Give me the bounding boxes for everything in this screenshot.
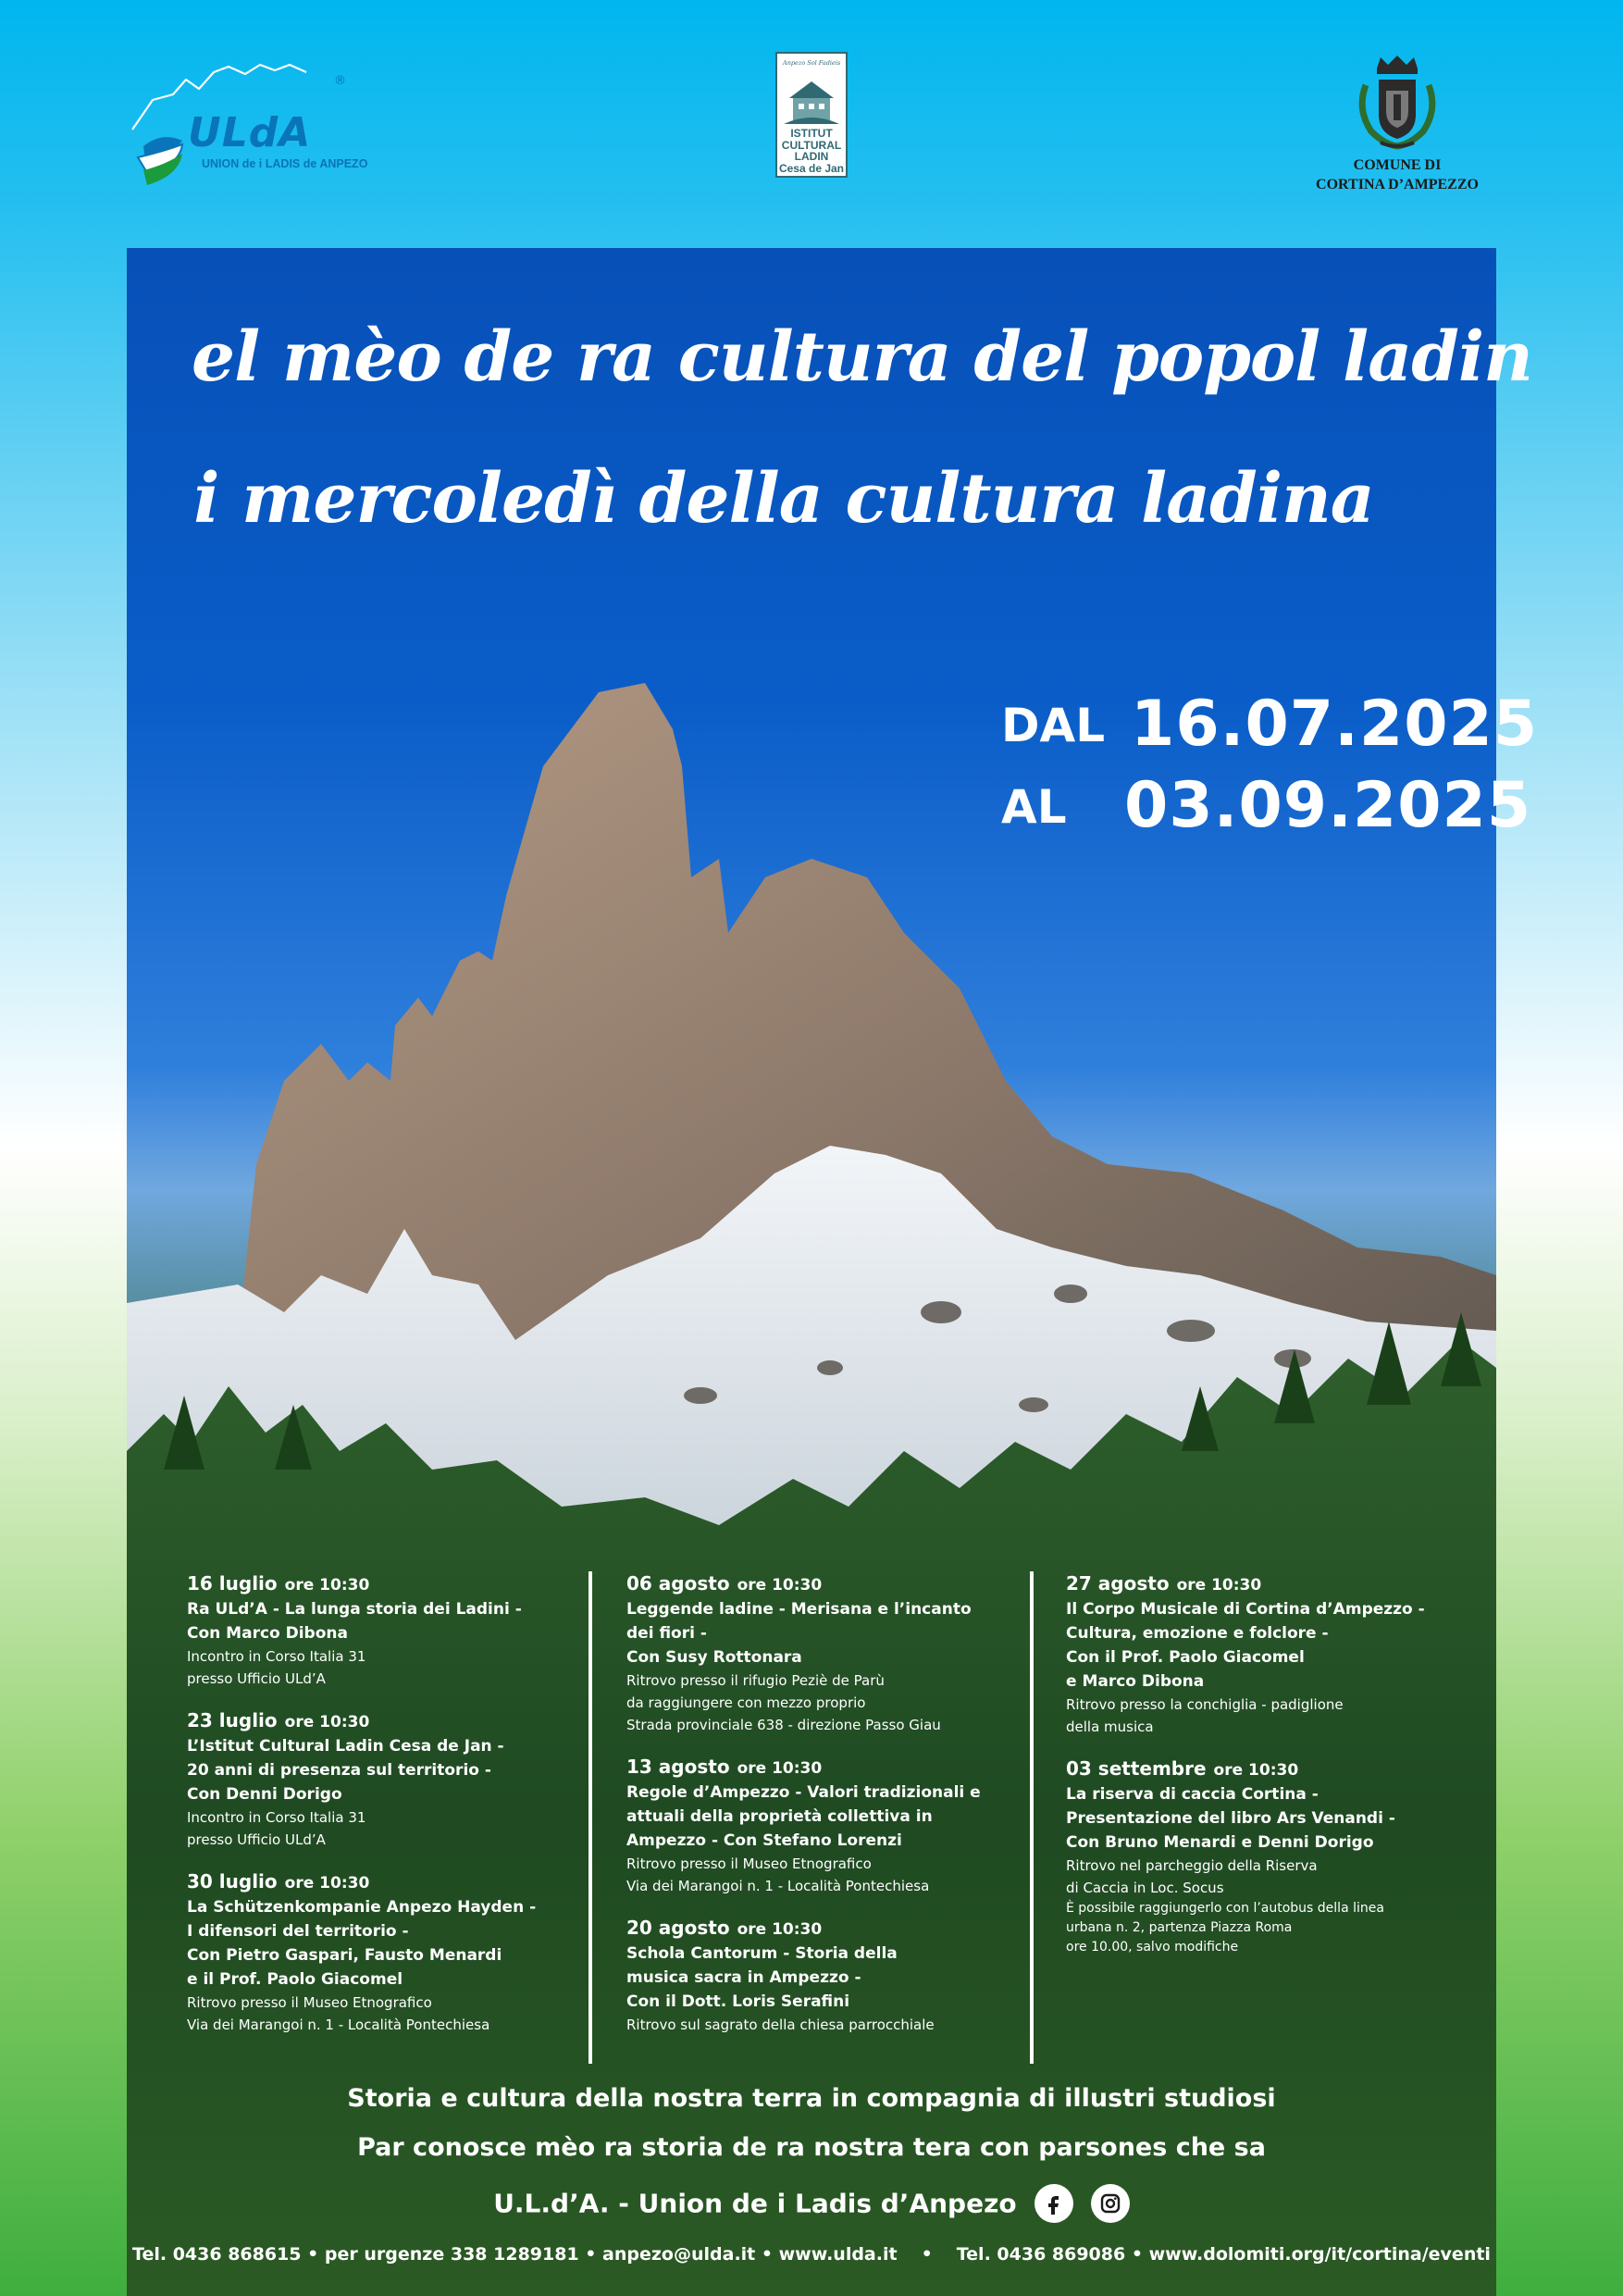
tagline-ladin: Par conosce mèo ra storia de ra nostra tera con parsones che sa — [357, 2133, 1266, 2162]
istitut-top-text: Anpezo Sol Fadieis — [783, 59, 841, 67]
event-date — [1066, 1571, 1473, 1597]
event-day: 27 agosto — [1066, 1572, 1170, 1595]
event-title: Schola Cantorum - Storia della musica sacra in Ampezzo - Con il Dott. Loris Serafini — [626, 1944, 898, 2011]
event-time: ore 10:30 — [737, 1920, 823, 1939]
event-place: Ritrovo presso il Museo Etnografico Via dei Marangoi n. 1 - Località Pontechiesa — [187, 1994, 490, 2033]
event-item — [187, 1571, 594, 1690]
event-time: ore 10:30 — [737, 1759, 823, 1778]
event-note: È possibile raggiungerlo con l’autobus della linea urbana n. 2, partenza Piazza Roma ore 10.00, salvo modifiche — [1066, 1901, 1384, 1955]
event-title: Regole d’Ampezzo - Valori tradizionali e attuali della proprietà collettiva in Ampezzo - Con Stefano Lorenzi — [626, 1783, 981, 1850]
event-place: Ritrovo presso la conchiglia - padiglione della musica — [1066, 1696, 1344, 1735]
title-italian: i mercoledì della cultura ladina — [193, 459, 1374, 539]
event-place: Ritrovo sul sagrato della chiesa parrocchiale — [626, 2017, 935, 2033]
event-day: 13 agosto — [626, 1756, 730, 1778]
poster-panel — [127, 248, 1539, 2296]
event-date — [187, 1869, 594, 1895]
event-item — [187, 1708, 594, 1851]
event-date — [187, 1571, 594, 1597]
event-title: La Schützenkompanie Anpezo Hayden - I difensori del territorio - Con Pietro Gaspari, Fausto Menardi e il Prof. Paolo Giacomel — [187, 1898, 537, 1989]
events-column-1 — [187, 1571, 594, 2054]
event-time: ore 10:30 — [284, 1576, 370, 1595]
event-date — [187, 1708, 594, 1734]
ulda-logo — [125, 54, 368, 192]
istitut-name — [777, 128, 846, 174]
contact-ulda: Tel. 0436 868615 • per urgenze 338 1289181 • anpezo@ulda.it • www.ulda.it — [132, 2244, 898, 2265]
event-day: 06 agosto — [626, 1572, 730, 1595]
event-place: Ritrovo nel parcheggio della Riserva di Caccia in Loc. Socus — [1066, 1857, 1318, 1896]
event-time: ore 10:30 — [1176, 1576, 1262, 1595]
istitut-line: LADIN — [794, 150, 829, 163]
event-title: L’Istitut Cultural Ladin Cesa de Jan - 20 anni di presenza sul territorio - Con Denni Dorigo — [187, 1737, 504, 1804]
comune-name — [1286, 155, 1508, 194]
event-day: 03 settembre — [1066, 1757, 1207, 1780]
event-title: Ra ULd’A - La lunga storia dei Ladini - Con Marco Dibona — [187, 1600, 522, 1643]
contact-line — [127, 2244, 1496, 2265]
event-title: La riserva di caccia Cortina - Presentazione del libro Ars Venandi - Con Bruno Menardi e Denni Dorigo — [1066, 1785, 1395, 1852]
event-date — [626, 1571, 1034, 1597]
event-title: Leggende ladine - Merisana e l’incanto dei fiori - Con Susy Rottonara — [626, 1600, 972, 1667]
event-time: ore 10:30 — [737, 1576, 823, 1595]
date-to-value: 03.09.2025 — [1124, 769, 1532, 842]
event-day: 23 luglio — [187, 1709, 278, 1731]
registered-mark: ® — [334, 74, 346, 88]
comune-line-1: COMUNE DI — [1353, 157, 1442, 173]
cesa-de-jan-building-icon — [784, 74, 839, 126]
event-time: ore 10:30 — [1213, 1761, 1299, 1780]
event-item — [626, 1916, 1034, 2036]
events-column-3 — [1066, 1571, 1473, 1976]
date-to-label: AL — [1001, 780, 1067, 834]
event-place: Ritrovo presso il Museo Etnografico Via dei Marangoi n. 1 - Località Pontechiesa — [626, 1855, 930, 1894]
events-column-2 — [626, 1571, 1034, 2054]
event-time: ore 10:30 — [284, 1874, 370, 1893]
event-place: Ritrovo presso il rifugio Peziè de Parù da raggiungere con mezzo proprio Strada provinciale 638 - direzione Passo Giau — [626, 1672, 941, 1733]
event-day: 16 luglio — [187, 1572, 278, 1595]
comune-line-2: CORTINA D’AMPEZZO — [1316, 177, 1479, 192]
event-date — [626, 1755, 1034, 1781]
event-place: Incontro in Corso Italia 31 presso Ufficio ULd’A — [187, 1648, 366, 1687]
event-date — [626, 1916, 1034, 1942]
event-time: ore 10:30 — [284, 1713, 370, 1731]
istitut-cultural-logo — [775, 52, 848, 178]
comune-logo — [1286, 54, 1508, 202]
event-item — [1066, 1571, 1473, 1738]
event-item — [187, 1869, 594, 2036]
title-ladin: el mèo de ra cultura del popol ladin — [192, 317, 1532, 397]
organizer-name: U.L.d’A. - Union de i Ladis d’Anpezo — [493, 2188, 1017, 2219]
event-place: Incontro in Corso Italia 31 presso Ufficio ULd’A — [187, 1809, 366, 1848]
event-title: Il Corpo Musicale di Cortina d’Ampezzo - Cultura, emozione e folclore - Con il Prof. Paolo Giacomel e Marco Dibona — [1066, 1600, 1425, 1691]
tagline-italian: Storia e cultura della nostra terra in compagnia di illustri studiosi — [347, 2084, 1276, 2113]
ulda-wordmark: ULdA — [188, 109, 312, 156]
istitut-line: ISTITUT — [790, 127, 833, 140]
facebook-glyph — [1043, 2192, 1065, 2215]
istitut-line: Cesa de Jan — [778, 161, 845, 175]
event-item — [626, 1755, 1034, 1897]
istitut-line: CULTURAL — [781, 138, 842, 152]
date-from-label: DAL — [1001, 699, 1106, 752]
event-day: 20 agosto — [626, 1917, 730, 1939]
date-from-value: 16.07.2025 — [1131, 688, 1539, 761]
instagram-icon[interactable] — [1091, 2184, 1130, 2223]
event-item — [626, 1571, 1034, 1736]
contact-cortina: Tel. 0436 869086 • www.dolomiti.org/it/cortina/eventi — [956, 2244, 1491, 2265]
organizer-line — [127, 2184, 1496, 2223]
coat-of-arms-icon — [1353, 54, 1442, 150]
event-date — [1066, 1756, 1473, 1782]
instagram-glyph — [1099, 2192, 1121, 2215]
contact-separator: • — [921, 2244, 933, 2265]
event-day: 30 luglio — [187, 1870, 278, 1893]
ulda-subtitle: UNION de i LADIS de ANPEZO — [202, 157, 368, 170]
event-item — [1066, 1756, 1473, 1957]
facebook-icon[interactable] — [1035, 2184, 1073, 2223]
